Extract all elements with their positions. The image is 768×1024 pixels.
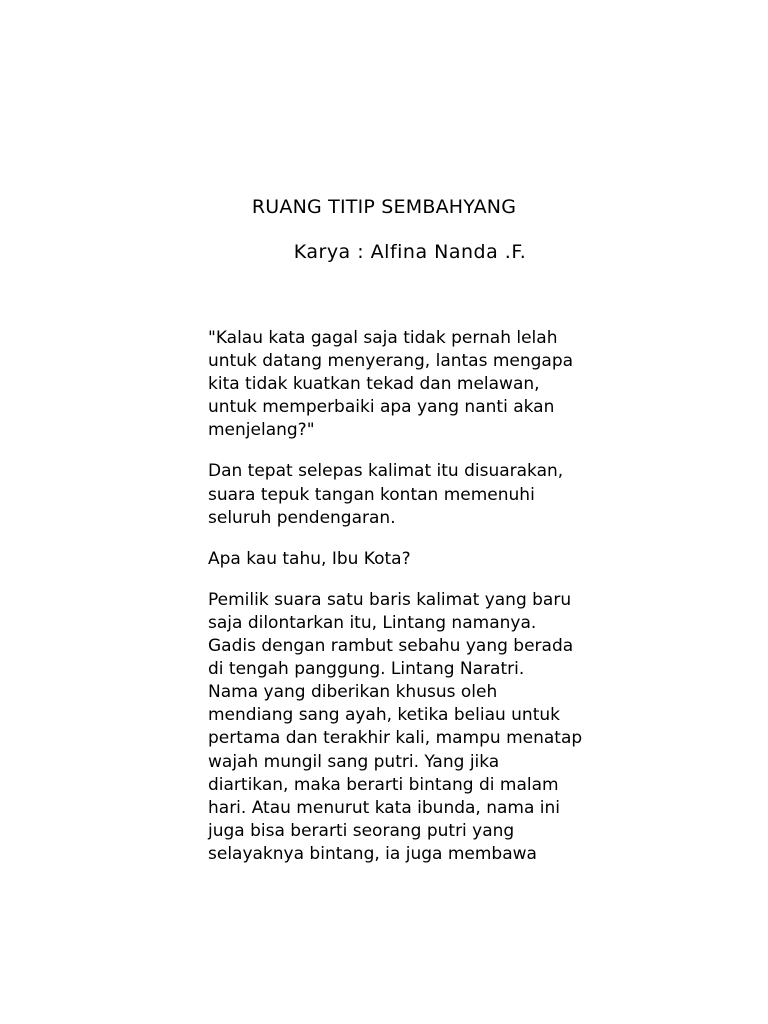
story-title: RUANG TITIP SEMBAHYANG [251, 196, 517, 218]
text-line: selayaknya bintang, ia juga membawa [208, 843, 537, 864]
text-line: suara tepuk tangan kontan memenuhi [208, 484, 535, 505]
paragraph-opening-quote [208, 327, 616, 442]
story-body [208, 327, 616, 884]
text-line: wajah mungil sang putri. Yang jika [208, 751, 500, 772]
text-line: "Kalau kata gagal saja tidak pernah lelah [208, 328, 558, 348]
text-line: Apa kau tahu, Ibu Kota? [208, 548, 411, 569]
text-line: kita tidak kuatkan tekad dan melawan, [208, 374, 540, 395]
text-line: Dan tepat selepas kalimat itu disuarakan, [208, 461, 564, 482]
paragraph-applause [208, 460, 616, 529]
text-line: pertama dan terakhir kali, mampu menatap [208, 728, 583, 749]
text-line: juga bisa berarti seorang putri yang [208, 820, 515, 841]
text-line: hari. Atau menurut kata ibunda, nama ini [208, 797, 561, 818]
text-line: untuk memperbaiki apa yang nanti akan [208, 397, 555, 418]
text-line: Nama yang diberikan khusus oleh [208, 682, 498, 703]
paragraph-lintang [208, 589, 616, 866]
text-line: diartikan, maka berarti bintang di malam [208, 774, 559, 795]
text-line: untuk datang menyerang, lantas mengapa [208, 351, 574, 372]
text-line: di tengah panggung. Lintang Naratri. [208, 659, 525, 680]
text-line: Pemilik suara satu baris kalimat yang baru [208, 589, 572, 610]
author-line: Karya : Alfina Nanda .F. [293, 241, 527, 263]
text-line: saja dilontarkan itu, Lintang namanya. [208, 612, 537, 633]
text-line: menjelang?" [208, 420, 315, 441]
text-line: Gadis dengan rambut sebahu yang berada [208, 636, 574, 657]
text-line: seluruh pendengaran. [208, 507, 396, 528]
text-line: mendiang sang ayah, ketika beliau untuk [208, 705, 560, 726]
paragraph-question [208, 548, 616, 571]
